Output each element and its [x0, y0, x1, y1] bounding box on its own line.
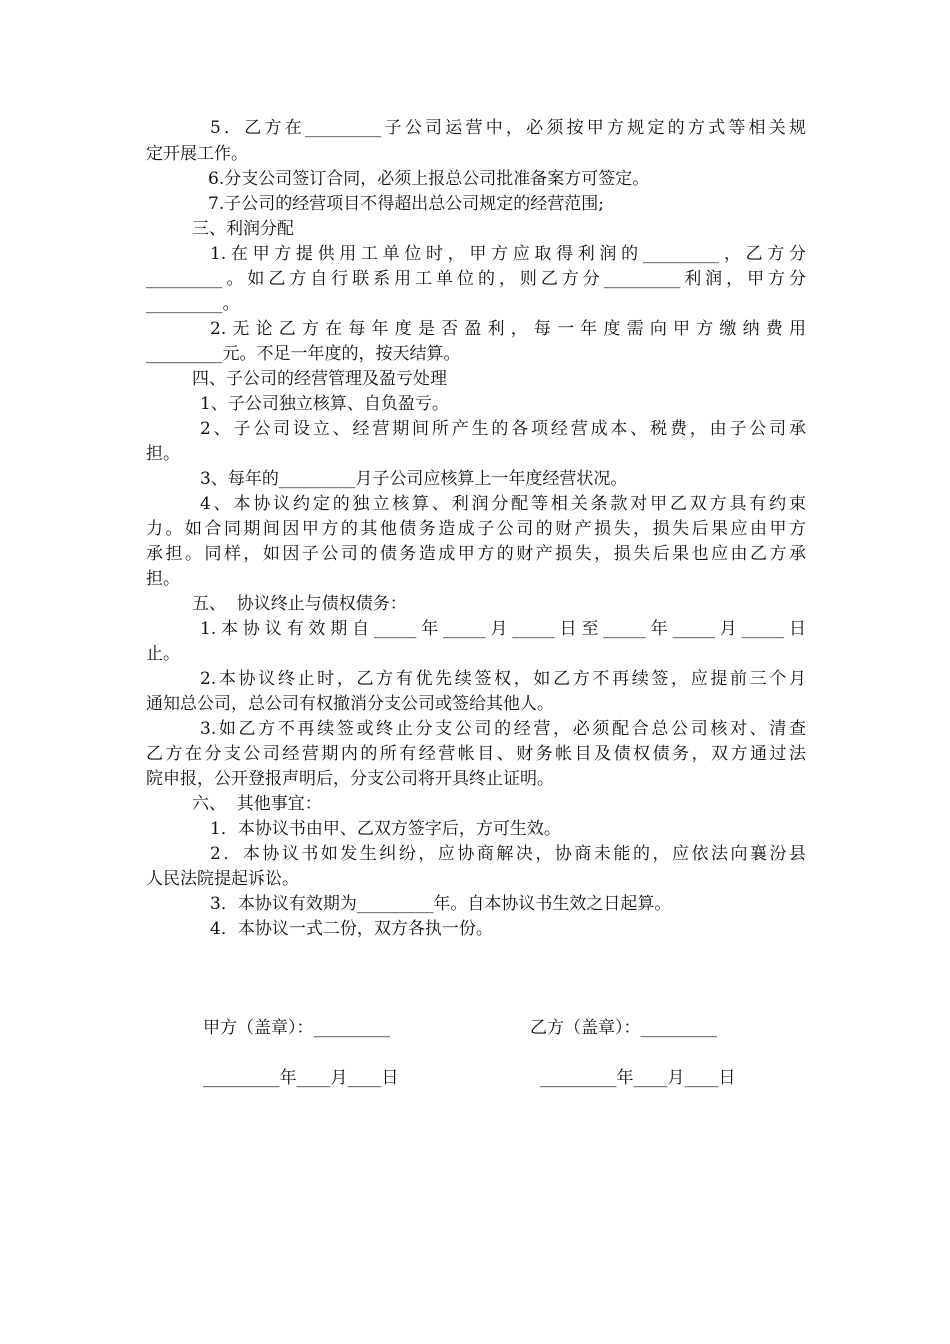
termination-clause-2-line-2: 通知总公司，总公司有权撤消分支公司或签给其他人。 — [146, 694, 554, 714]
termination-clause-2-line-1: 2.本协议终止时，乙方有优先续签权，如乙方不再续签，应提前三个月 — [200, 669, 806, 689]
misc-clause-2-line-1: 2．本协议书如发生纠纷，应协商解决，协商未能的，应依法向襄汾县 — [210, 844, 806, 864]
section-4-heading: 四、子公司的经营管理及盈亏处理 — [192, 369, 447, 389]
management-clause-4-line-4: 担。 — [146, 569, 180, 589]
management-clause-1: 1、子公司独立核算、自负盈亏。 — [200, 394, 449, 414]
misc-clause-1: 1．本协议书由甲、乙双方签字后，方可生效。 — [210, 819, 561, 839]
profit-clause-2-line-2: _________元。不足一年度的，按天结算。 — [146, 344, 461, 364]
party-a-date: _________年____月____日 — [203, 1068, 399, 1088]
management-clause-2-line-2: 担。 — [146, 444, 180, 464]
clause-5-line-1: 5．乙方在_________子公司运营中，必须按甲方规定的方式等相关规 — [210, 118, 806, 138]
termination-clause-3-line-1: 3.如乙方不再续签或终止分支公司的经营，必须配合总公司核对、清查 — [200, 719, 806, 739]
section-3-heading: 三、利润分配 — [192, 219, 294, 239]
termination-clause-3-line-2: 乙方在分支公司经营期内的所有经营帐目、财务帐目及债权债务，双方通过法 — [146, 744, 806, 764]
profit-clause-1-line-3: _________。 — [146, 294, 240, 314]
misc-clause-2-line-2: 人民法院提起诉讼。 — [146, 869, 299, 889]
misc-clause-4: 4．本协议一式二份，双方各执一份。 — [210, 919, 493, 939]
management-clause-4-line-1: 4、本协议约定的独立核算、利润分配等相关条款对甲乙双方具有约束 — [200, 494, 806, 514]
management-clause-2-line-1: 2、子公司设立、经营期间所产生的各项经营成本、税费，由子公司承 — [200, 419, 806, 439]
section-6-heading: 六、 其他事宜： — [192, 794, 322, 814]
profit-clause-2-line-1: 2.无论乙方在每年度是否盈利，每一年度需向甲方缴纳费用 — [210, 319, 806, 339]
clause-7: 7.子公司的经营项目不得超出总公司规定的经营范围; — [208, 194, 604, 214]
management-clause-4-line-3: 承担。同样，如因子公司的债务造成甲方的财产损失，损失后果也应由乙方承 — [146, 544, 806, 564]
section-5-heading: 五、 协议终止与债权债务： — [192, 594, 407, 614]
termination-clause-3-line-3: 院申报，公开登报声明后，分支公司将开具终止证明。 — [146, 769, 554, 789]
management-clause-4-line-2: 力。如合同期间因甲方的其他债务造成子公司的财产损失，损失后果应由甲方 — [146, 519, 806, 539]
termination-clause-1-line-1: 1.本协议有效期自_____年_____月_____日至_____年_____月_____日 — [200, 619, 806, 639]
party-a-seal: 甲方（盖章）：_________ — [203, 1018, 390, 1038]
clause-6: 6.分支公司签订合同，必须上报总公司批准备案方可签定。 — [208, 169, 650, 189]
management-clause-3: 3、每年的_________月子公司应核算上一年度经营状况。 — [200, 469, 628, 489]
party-b-seal: 乙方（盖章）：_________ — [530, 1018, 717, 1038]
party-b-date: _________年____月____日 — [540, 1068, 736, 1088]
profit-clause-1-line-1: 1.在甲方提供用工单位时，甲方应取得利润的_________，乙方分 — [210, 244, 806, 264]
clause-5-line-2: 定开展工作。 — [146, 144, 248, 164]
misc-clause-3: 3．本协议有效期为_________年。自本协议书生效之日起算。 — [210, 894, 672, 914]
profit-clause-1-line-2: _________。如乙方自行联系用工单位的，则乙方分_________利润，甲方分 — [146, 269, 806, 289]
termination-clause-1-line-2: 止。 — [146, 644, 180, 664]
